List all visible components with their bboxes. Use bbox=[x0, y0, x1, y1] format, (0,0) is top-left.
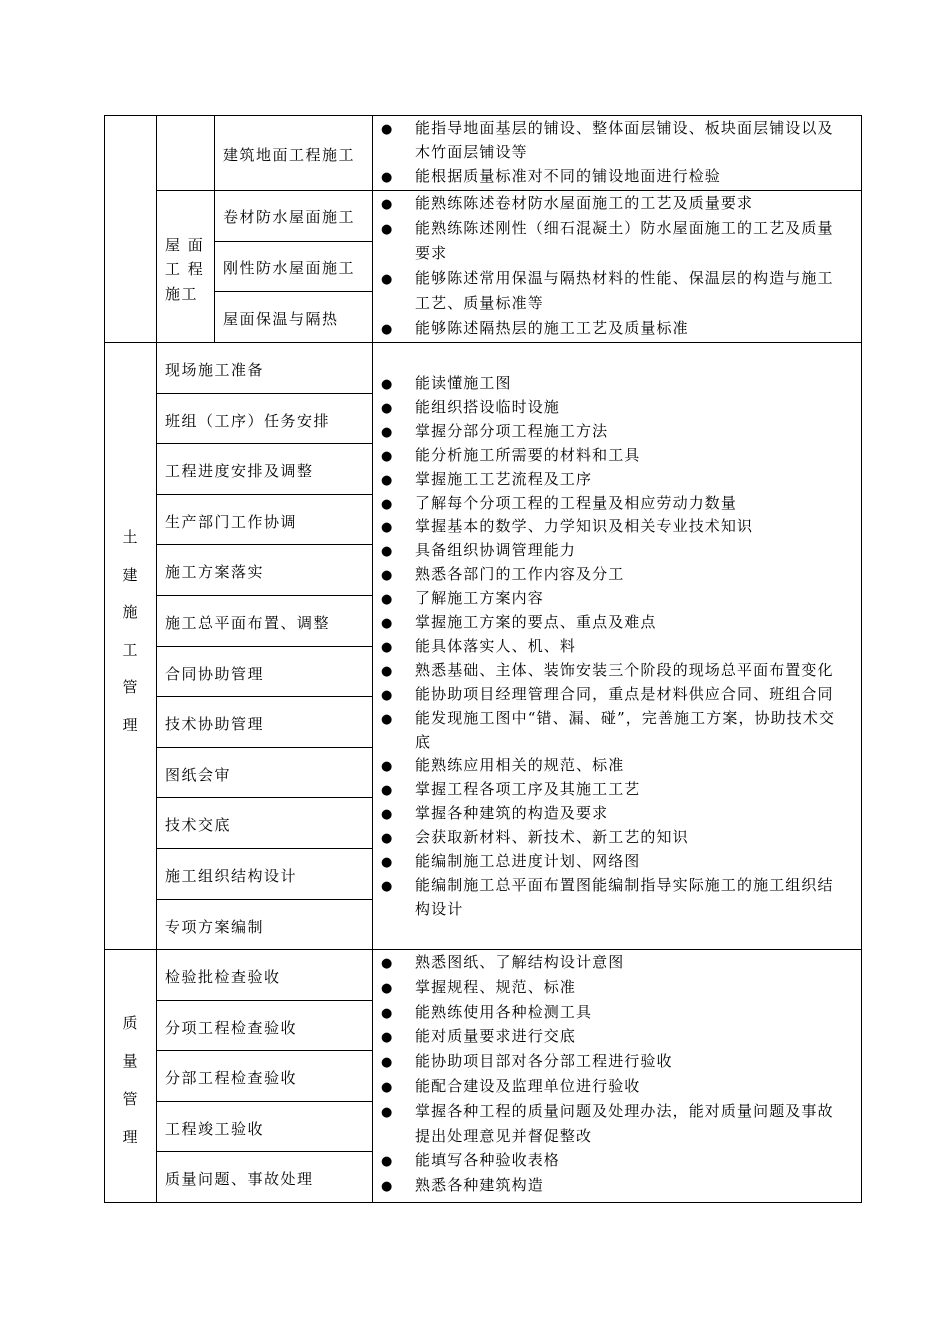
item-roof: 屋面保温与隔热 bbox=[223, 310, 339, 328]
bullet-icon: ● bbox=[381, 272, 393, 287]
row-border bbox=[156, 494, 372, 495]
bullet-text: 能具体落实人、机、料 bbox=[415, 636, 577, 655]
bullet-text: 能配合建设及监理单位进行验收 bbox=[415, 1077, 641, 1095]
bullet-icon: ● bbox=[381, 448, 393, 464]
bullet-icon: ● bbox=[381, 687, 393, 703]
item-cell: 施工组织结构设计 bbox=[165, 867, 298, 885]
item-cell: 质量问题、事故处理 bbox=[165, 1170, 314, 1188]
bullet-text: 工艺、质量标准等 bbox=[415, 294, 544, 312]
item-roof: 刚性防水屋面施工 bbox=[223, 259, 356, 277]
category-label: 理 bbox=[122, 715, 138, 734]
bullet-icon: ● bbox=[381, 1179, 393, 1195]
bullet-icon: ● bbox=[381, 122, 393, 137]
bullet-text: 能够陈述常用保温与隔热材料的性能、保温层的构造与施工 bbox=[415, 269, 834, 287]
bullet-icon: ● bbox=[381, 520, 393, 536]
row-border bbox=[156, 544, 372, 545]
table-top-border bbox=[104, 115, 862, 116]
table-left-border bbox=[104, 115, 105, 1203]
bullet-text: 熟悉图纸、了解结构设计意图 bbox=[415, 953, 625, 971]
bullet-icon: ● bbox=[381, 424, 393, 440]
item-cell: 现场施工准备 bbox=[165, 361, 265, 379]
bullet-icon: ● bbox=[381, 1030, 393, 1046]
bullet-text: 能对质量要求进行交底 bbox=[415, 1027, 577, 1046]
bullet-icon: ● bbox=[381, 1005, 393, 1021]
bullet-icon: ● bbox=[381, 639, 393, 655]
bullet-text: 熟悉基础、主体、装饰安装三个阶段的现场总平面布置变化 bbox=[415, 660, 834, 679]
bullet-text: 能熟练陈述卷材防水屋面施工的工艺及质量要求 bbox=[415, 194, 754, 212]
bullet-icon: ● bbox=[381, 663, 393, 679]
item-cell: 工程竣工验收 bbox=[165, 1120, 265, 1138]
bullet-icon: ● bbox=[381, 855, 393, 870]
bullet-text: 具备组织协调管理能力 bbox=[415, 541, 577, 560]
bullet-text: 掌握施工方案的要点、重点及难点 bbox=[415, 613, 657, 631]
bullet-icon: ● bbox=[381, 592, 393, 608]
item-cell: 工程进度安排及调整 bbox=[165, 462, 314, 480]
row-border bbox=[156, 595, 372, 596]
row-border bbox=[214, 241, 372, 242]
bullet-icon: ● bbox=[381, 322, 393, 337]
bullet-text: 掌握各种工程的质量问题及处理办法，能对质量问题及事故 bbox=[415, 1101, 834, 1120]
item-cell: 检验批检查验收 bbox=[165, 968, 281, 986]
section-border bbox=[104, 949, 861, 950]
row-border bbox=[156, 747, 372, 748]
table-right-border bbox=[861, 115, 862, 1203]
bullet-text: 能协助项目经理管理合同，重点是材料供应合同、班组合同 bbox=[415, 684, 834, 703]
bullet-text: 能熟练应用相关的规范、标准 bbox=[415, 756, 625, 775]
row-border bbox=[156, 696, 372, 697]
bullet-icon: ● bbox=[381, 197, 393, 212]
bullet-text: 要求 bbox=[415, 244, 448, 262]
bullet-icon: ● bbox=[381, 496, 393, 512]
category-label: 管 bbox=[122, 1090, 138, 1108]
item-cell: 施工总平面布置、调整 bbox=[165, 614, 331, 632]
category-label: 质 bbox=[122, 1014, 138, 1032]
bullet-icon: ● bbox=[381, 711, 393, 727]
bullet-icon: ● bbox=[381, 807, 393, 823]
group-roof-label: 工 程 bbox=[165, 260, 205, 278]
bullet-icon: ● bbox=[381, 783, 393, 799]
column-border bbox=[156, 115, 157, 1203]
bullet-text: 了解施工方案内容 bbox=[415, 589, 544, 608]
row-border bbox=[156, 393, 372, 394]
bullet-text: 掌握规程、规范、标准 bbox=[415, 977, 577, 996]
bullet-text: 能指导地面基层的铺设、整体面层铺设、板块面层铺设以及 bbox=[415, 119, 834, 137]
bullet-text: 能组织搭设临时设施 bbox=[415, 397, 560, 416]
item-cell: 班组（工序）任务安排 bbox=[165, 412, 331, 430]
row-border bbox=[156, 899, 372, 900]
bullet-icon: ● bbox=[381, 170, 393, 185]
item-cell: 专项方案编制 bbox=[165, 918, 265, 936]
bullet-icon: ● bbox=[381, 980, 393, 996]
row-border bbox=[156, 646, 372, 647]
bullet-text: 木竹面层铺设等 bbox=[415, 143, 528, 161]
row-border bbox=[156, 190, 861, 191]
bullet-text: 能熟练使用各种检测工具 bbox=[415, 1002, 593, 1021]
table-bottom-border bbox=[104, 1202, 862, 1203]
item-cell: 分项工程检查验收 bbox=[165, 1019, 298, 1037]
bullet-text: 掌握分部分项工程施工方法 bbox=[415, 421, 609, 440]
row-border bbox=[156, 1000, 372, 1001]
category-label: 理 bbox=[122, 1128, 138, 1146]
group-roof-label: 屋 面 bbox=[165, 236, 205, 254]
bullet-text: 熟悉各部门的工作内容及分工 bbox=[415, 565, 625, 584]
bullet-text: 能编制施工总平面布置图能编制指导实际施工的施工组织结 bbox=[415, 875, 834, 894]
bullet-icon: ● bbox=[381, 1055, 393, 1071]
bullet-text: 会获取新材料、新技术、新工艺的知识 bbox=[415, 828, 689, 847]
bullet-text: 能发现施工图中“错、漏、碰”，完善施工方案，协助技术交 bbox=[415, 708, 836, 727]
row-border bbox=[214, 291, 372, 292]
bullet-text: 掌握施工工艺流程及工序 bbox=[415, 469, 593, 488]
item-ground-construction: 建筑地面工程施工 bbox=[223, 146, 356, 164]
bullet-text: 提出处理意见并督促整改 bbox=[415, 1126, 593, 1145]
row-border bbox=[156, 1101, 372, 1102]
column-border bbox=[372, 115, 373, 1203]
bullet-text: 能根据质量标准对不同的铺设地面进行检验 bbox=[415, 167, 721, 185]
bullet-icon: ● bbox=[381, 472, 393, 488]
row-border bbox=[156, 1151, 372, 1152]
bullet-icon: ● bbox=[381, 377, 393, 392]
row-border bbox=[156, 1050, 372, 1051]
bullet-icon: ● bbox=[381, 400, 393, 416]
item-cell: 合同协助管理 bbox=[165, 665, 265, 683]
category-label: 建 bbox=[122, 565, 138, 584]
group-roof-label: 施工 bbox=[165, 285, 199, 303]
column-border bbox=[214, 115, 215, 342]
category-label: 工 bbox=[122, 640, 138, 659]
bullet-text: 能填写各种验收表格 bbox=[415, 1151, 560, 1170]
item-cell: 施工方案落实 bbox=[165, 563, 265, 581]
bullet-text: 构设计 bbox=[415, 899, 464, 918]
bullet-text: 掌握基本的数学、力学知识及相关专业技术知识 bbox=[415, 517, 754, 536]
bullet-icon: ● bbox=[381, 878, 393, 894]
bullet-text: 掌握各种建筑的构造及要求 bbox=[415, 804, 609, 823]
bullet-text: 能熟练陈述刚性（细石混凝土）防水屋面施工的工艺及质量 bbox=[415, 219, 834, 237]
bullet-text: 能够陈述隔热层的施工工艺及质量标准 bbox=[415, 319, 689, 337]
category-label: 管 bbox=[122, 678, 138, 696]
bullet-text: 底 bbox=[415, 732, 432, 751]
row-border bbox=[156, 797, 372, 798]
row-border bbox=[156, 848, 372, 849]
item-cell: 图纸会审 bbox=[165, 766, 232, 784]
bullet-text: 了解每个分项工程的工程量及相应劳动力数量 bbox=[415, 493, 738, 512]
bullet-text: 掌握工程各项工序及其施工工艺 bbox=[415, 780, 641, 799]
bullet-text: 能协助项目部对各分部工程进行验收 bbox=[415, 1052, 673, 1071]
bullet-text: 能编制施工总进度计划、网络图 bbox=[415, 852, 641, 870]
bullet-icon: ● bbox=[381, 1104, 393, 1120]
item-cell: 技术交底 bbox=[165, 816, 232, 834]
bullet-text: 能读懂施工图 bbox=[415, 374, 512, 392]
bullet-icon: ● bbox=[381, 1154, 393, 1170]
category-label: 土 bbox=[122, 528, 138, 546]
category-label: 施 bbox=[122, 603, 138, 621]
item-cell: 分部工程检查验收 bbox=[165, 1069, 298, 1087]
bullet-text: 能分析施工所需要的材料和工具 bbox=[415, 445, 641, 464]
row-border bbox=[156, 443, 372, 444]
bullet-icon: ● bbox=[381, 831, 393, 847]
bullet-icon: ● bbox=[381, 616, 393, 631]
section-border bbox=[104, 342, 861, 343]
bullet-text: 熟悉各种建筑构造 bbox=[415, 1176, 544, 1195]
item-roof: 卷材防水屋面施工 bbox=[223, 208, 356, 226]
item-cell: 技术协助管理 bbox=[165, 715, 265, 733]
bullet-icon: ● bbox=[381, 956, 393, 971]
item-cell: 生产部门工作协调 bbox=[165, 513, 298, 531]
bullet-icon: ● bbox=[381, 759, 393, 775]
category-label: 量 bbox=[122, 1052, 138, 1070]
bullet-icon: ● bbox=[381, 222, 393, 237]
bullet-icon: ● bbox=[381, 544, 393, 560]
bullet-icon: ● bbox=[381, 1080, 393, 1095]
bullet-icon: ● bbox=[381, 568, 393, 584]
